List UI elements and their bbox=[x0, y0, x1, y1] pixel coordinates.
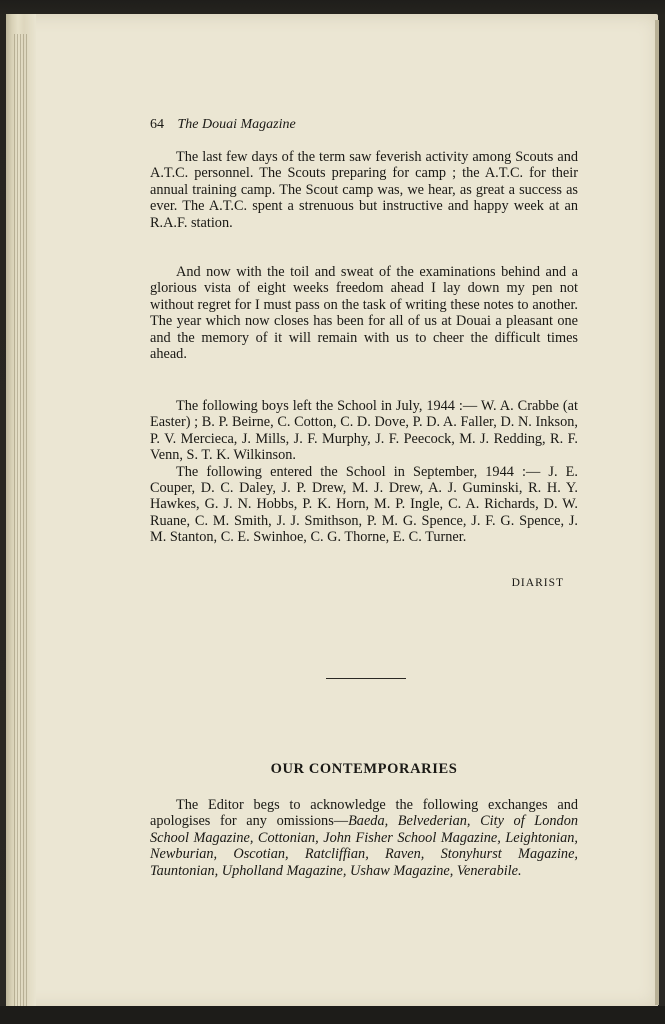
school-roll-changes bbox=[150, 398, 578, 546]
contemporaries-intro: The Editor begs to acknowledge the following exchanges and apologises for any omissions— bbox=[150, 797, 578, 830]
section-divider bbox=[326, 678, 406, 679]
contemporaries-list: Baeda, Belvederian, City of London School Magazine, Cottonian, John Fisher School Magazine, Leightonian, Newburian, Oscotian, Ratcliffian, Raven, Stonyhurst Magazine, Tauntonian, Upholland Magazine, Ushaw Magazine, Venerabile. bbox=[150, 813, 578, 879]
bottom-shadow bbox=[0, 1006, 665, 1024]
leavers-list: The following boys left the School in July, 1944 :— W. A. Crabbe (at Easter) ; B. P. Beirne, C. Cotton, C. D. Dove, P. D. A. Faller, D. N. Inkson, P. V. Mercieca, J. Mills, J. F. Murphy, J. F. Peecock, M. J. Redding, R. F. Venn, S. T. K. Wilkinson. bbox=[150, 398, 578, 464]
page-number: 64 bbox=[150, 117, 164, 132]
paragraph-contemporaries bbox=[150, 797, 578, 879]
running-header bbox=[150, 117, 578, 133]
section-heading: OUR CONTEMPORARIES bbox=[270, 761, 458, 777]
paragraph-text: And now with the toil and sweat of the examinations behind and a glorious vista of eight weeks freedom ahead I lay down my pen not without regret for I must pass on the task of writing these notes to another. The year which now closes has been for all of us at Douai a pleasant one and the memory of it will remain with us to cheer the difficult times ahead. bbox=[150, 264, 578, 363]
magazine-title: The Douai Magazine bbox=[177, 117, 296, 132]
book-spine bbox=[6, 14, 36, 1008]
spine-page-edges bbox=[14, 34, 28, 1014]
paragraph-farewell bbox=[150, 264, 578, 362]
author-signature: DIARIST bbox=[511, 577, 564, 589]
paragraph-text: The last few days of the term saw feverish activity among Scouts and A.T.C. personnel. The Scouts preparing for camp ; the A.T.C. for their annual training camp. The Scout camp was, we hear, as great a success as ever. The A.T.C. spent a strenuous but instructive and happy week at an R.A.F. station. bbox=[150, 149, 578, 231]
paragraph-text bbox=[150, 797, 578, 879]
entrants-list: The following entered the School in September, 1944 :— J. E. Couper, D. C. Daley, J. P. Drew, M. J. Drew, A. J. Guminski, R. H. Y. Hawkes, G. J. N. Hobbs, P. K. Horn, M. P. Ingle, C. A. Richards, D. W. Ruane, C. M. Smith, J. J. Smithson, P. M. G. Spence, J. F. G. Spence, J. M. Stanton, C. E. Swinhoe, C. G. Thorne, E. C. Turner. bbox=[150, 463, 578, 546]
page-fore-edge bbox=[655, 20, 659, 1005]
paragraph-scouts-atc bbox=[150, 149, 578, 231]
